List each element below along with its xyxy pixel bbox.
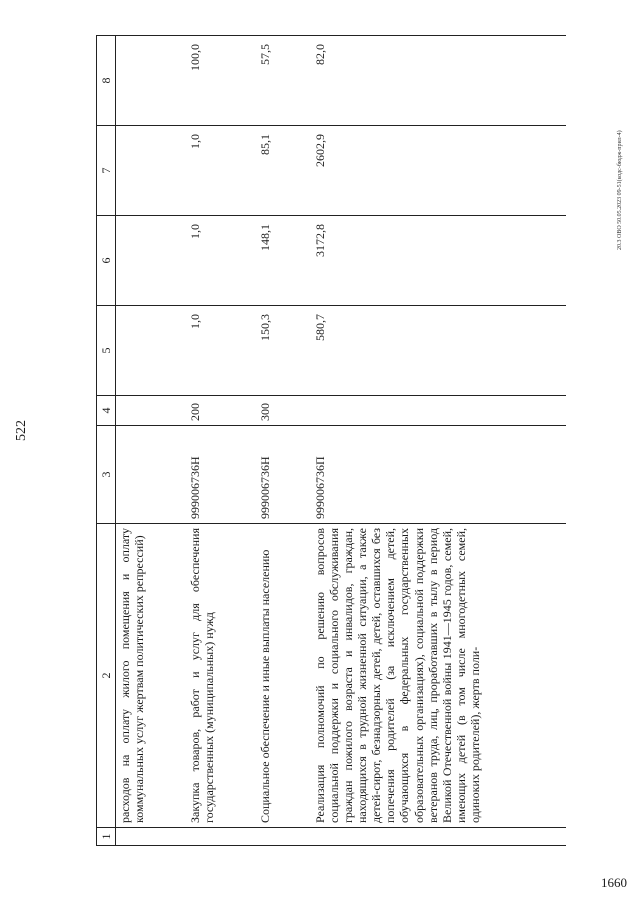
- page-number-bottom: 1660: [601, 875, 627, 890]
- column-header: 5: [97, 306, 116, 396]
- table-cell: 200: [186, 396, 256, 426]
- table-cell: 1,0: [186, 126, 256, 216]
- table-row: [186, 36, 256, 846]
- table-cell: 2602,9: [311, 126, 567, 216]
- table-cell: 100,0: [186, 36, 256, 126]
- table-cell: 3172,8: [311, 216, 567, 306]
- table-cell: [116, 396, 186, 426]
- table-row: [116, 36, 186, 846]
- budget-table: [96, 35, 566, 846]
- table-cell: 1,0: [186, 306, 256, 396]
- column-header: 4: [97, 396, 116, 426]
- table-cell: 82,0: [311, 36, 567, 126]
- table-cell: 148,1: [256, 216, 311, 306]
- table-cell: 150,3: [256, 306, 311, 396]
- table-cell: 57,5: [256, 36, 311, 126]
- table-cell-description: Реализация полномочий по решению вопросов социальной поддержки и социального обслуживания граждан пожилого возраста и инвалидов, граждан, находящихся в трудной жизненной ситуации, а также детей-сирот, безнадзорных детей, детей, оставшихся без попечения родителей (за исключением детей, обучающихся в федеральных государственных образовательных организациях), социальной поддержки ветеранов труда, лиц, проработавших в тылу в период Великой Отечественной войны 1941—1945 годов, семей, имеющих детей (в том числе многодетных семей, одиноких родителей), жертв поли-: [311, 524, 567, 828]
- table-cell: [116, 828, 186, 846]
- table-cell: 580,7: [311, 306, 567, 396]
- column-header: 2: [97, 524, 116, 828]
- column-header: 6: [97, 216, 116, 306]
- table-cell: 999006736П: [311, 426, 567, 524]
- table-cell: 999006736Н: [256, 426, 311, 524]
- table-cell-description: расходов на оплату жилого помещения и оплату коммунальных услуг жертвам политических репрессий): [116, 524, 186, 828]
- column-header: 8: [97, 36, 116, 126]
- table-cell: [116, 426, 186, 524]
- table-cell: 999006736Н: [186, 426, 256, 524]
- document-stamp: 20.3 ОВО 50.05.2023 09-51(кодс-бюдж-прил-4): [617, 130, 623, 250]
- table-row: [256, 36, 311, 846]
- table-header-row: [97, 36, 116, 846]
- table-cell: [311, 396, 567, 426]
- table-cell: [186, 828, 256, 846]
- table-row: [311, 36, 567, 846]
- table-cell: [116, 216, 186, 306]
- column-header: 7: [97, 126, 116, 216]
- table-cell-description: Социальное обеспечение и иные выплаты населению: [256, 524, 311, 828]
- table-cell: [116, 36, 186, 126]
- page-number-top: 522: [14, 420, 29, 441]
- column-header: 1: [97, 828, 116, 846]
- table-cell: [256, 828, 311, 846]
- table-cell: [116, 306, 186, 396]
- table-cell: 300: [256, 396, 311, 426]
- table-cell-description: Закупка товаров, работ и услуг для обеспечения государственных (муниципальных) нужд: [186, 524, 256, 828]
- table-cell: 85,1: [256, 126, 311, 216]
- table-cell: 1,0: [186, 216, 256, 306]
- table-cell: [311, 828, 567, 846]
- column-header: 3: [97, 426, 116, 524]
- budget-table-rotated: [96, 36, 566, 846]
- table-cell: [116, 126, 186, 216]
